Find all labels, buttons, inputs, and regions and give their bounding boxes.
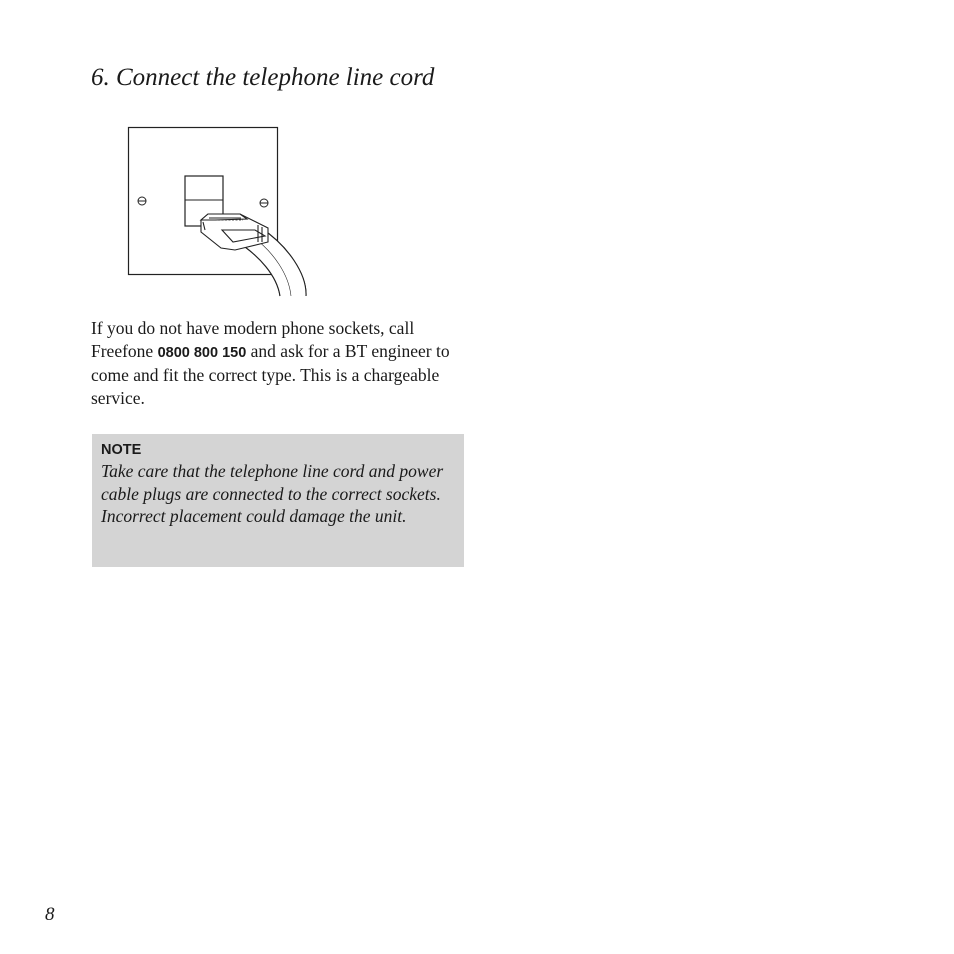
note-label: NOTE	[101, 442, 142, 458]
note-text: Take care that the telephone line cord and power cable plugs are connected to the correct sockets. Incorrect placement could damage the unit.	[101, 461, 444, 527]
advice-text-end: and ask for a BT engineer to come and fit the correct type. This is a chargeable service.	[91, 340, 450, 408]
freefone-number: 0800 800 150	[157, 344, 247, 361]
advice-text-start: If you do not have modern phone sockets, call Freefone	[91, 318, 415, 361]
socket-advice-paragraph	[91, 317, 461, 409]
page-number: 8	[45, 904, 55, 925]
note-box	[92, 434, 464, 567]
left-screw-icon	[138, 197, 146, 205]
section-heading: 6. Connect the telephone line cord	[91, 64, 435, 91]
phone-socket-with-plug-illustration	[125, 124, 315, 299]
right-screw-icon	[260, 199, 268, 207]
